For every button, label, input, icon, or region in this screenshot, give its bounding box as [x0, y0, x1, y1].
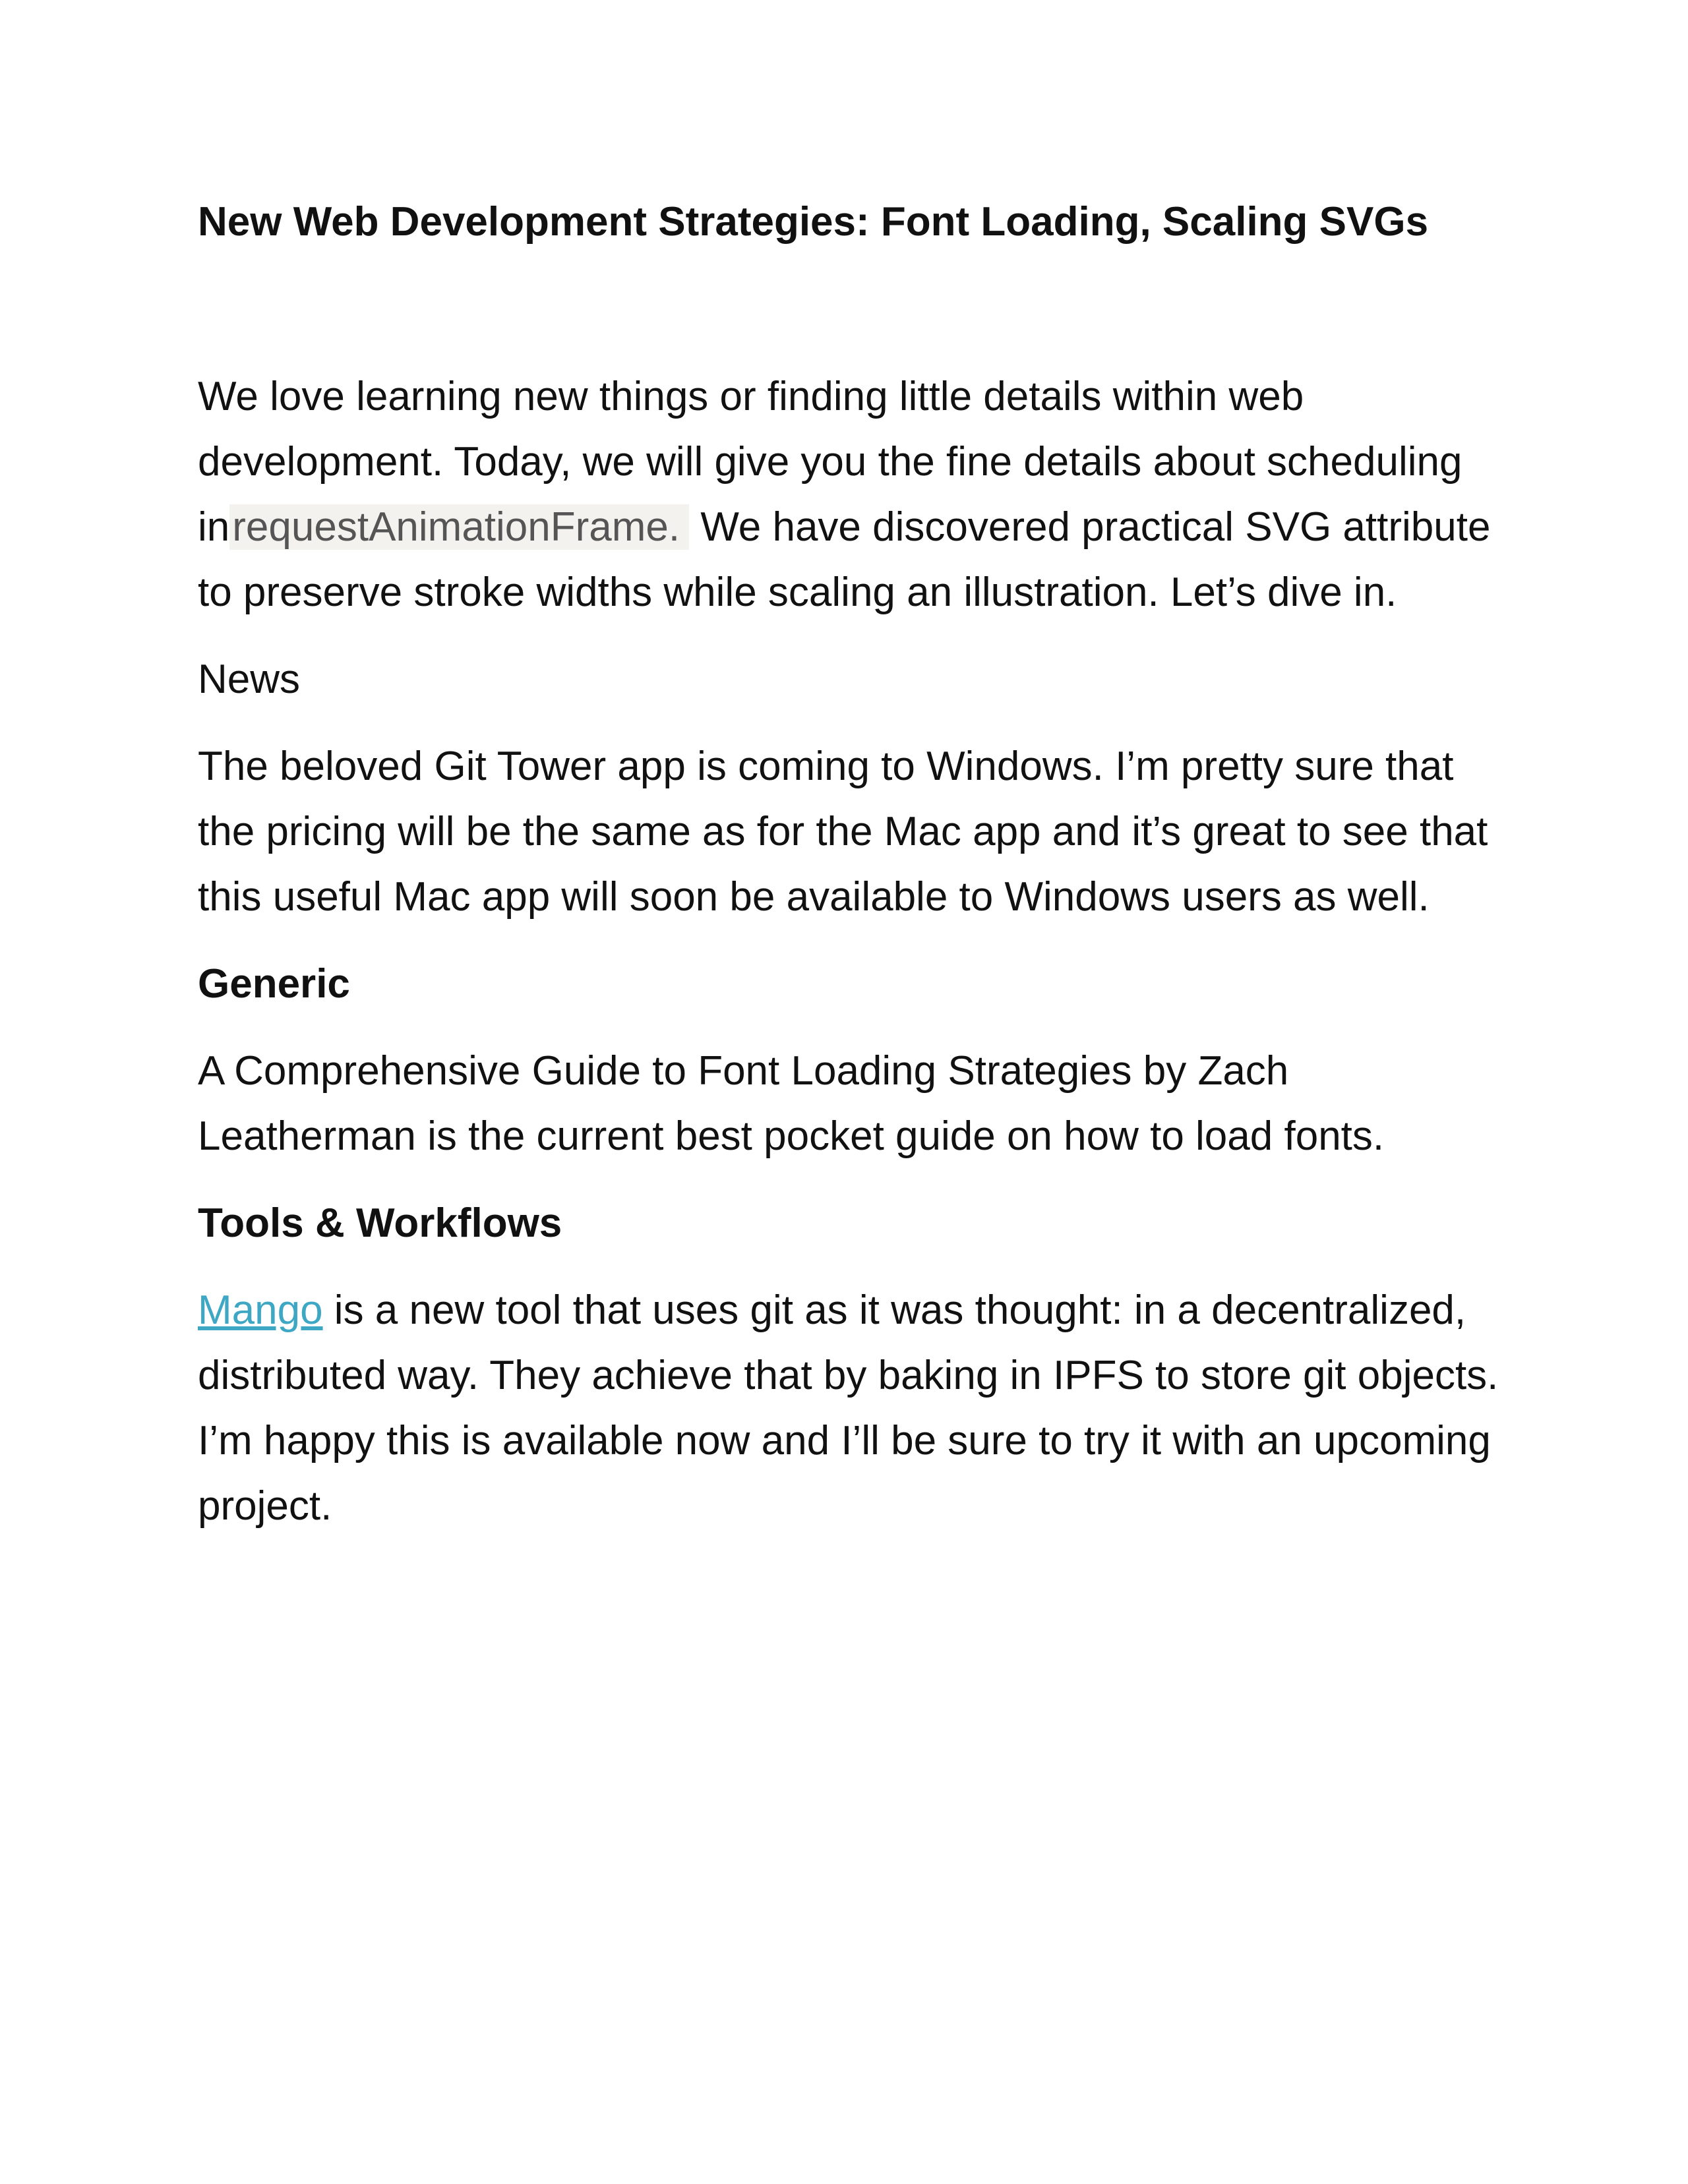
tools-text: is a new tool that uses git as it was thought: in a decentralized, distributed way. They achieve that by baking in IPFS to store git objects. I’m happy this is available now and I’ll be sure to try it with an upcoming project.: [198, 1287, 1499, 1529]
news-label: News: [198, 657, 301, 703]
document-page: [198, 198, 1517, 1539]
generic-heading: Generic: [198, 961, 350, 1007]
intro-text-continued: We have discovered practical SVG attribute to preserve stroke widths while scaling an illustration. Let’s dive in.: [198, 504, 1491, 616]
generic-paragraph: A Comprehensive Guide to Font Loading Strategies by Zach Leatherman is the current best pocket guide on how to load fonts.: [198, 1048, 1385, 1160]
mango-link[interactable]: Mango: [198, 1287, 323, 1334]
intro-text: We love learning new things or finding little details within web development. Today, we will give you the fine details about scheduling in: [198, 374, 1462, 550]
document-title: New Web Development Strategies: Font Loading, Scaling SVGs: [198, 199, 1429, 245]
tools-paragraph: [198, 1278, 1517, 1539]
tools-heading: Tools & Workflows: [198, 1200, 562, 1247]
inline-code: requestAnimationFrame.: [229, 504, 689, 550]
intro-paragraph: [198, 364, 1517, 625]
news-paragraph: The beloved Git Tower app is coming to Windows. I’m pretty sure that the pricing will be the same as for the Mac app and it’s great to see that this useful Mac app will soon be available to Windows users as well.: [198, 744, 1488, 920]
